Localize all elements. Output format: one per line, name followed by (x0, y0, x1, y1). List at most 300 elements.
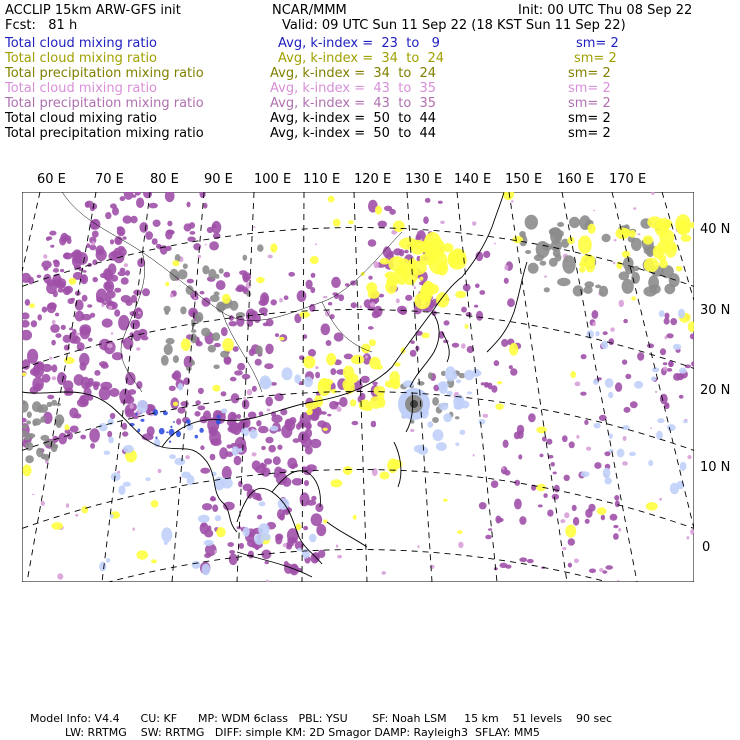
cloud-cell (511, 200, 514, 202)
cloud-cell (122, 423, 128, 430)
lon-label: 60 E (37, 172, 66, 187)
cloud-cell (156, 436, 158, 439)
cloud-cell (281, 424, 292, 438)
cloud-cell (331, 277, 341, 288)
cloud-cell (164, 344, 173, 355)
cloud-cell (118, 315, 129, 331)
cloud-cell (631, 296, 636, 300)
field-sm: sm= 2 (568, 66, 611, 81)
cloud-cell (181, 338, 191, 351)
cloud-cell (304, 480, 309, 486)
cloud-cell (222, 466, 232, 479)
cloud-cell (331, 389, 337, 394)
cloud-cell (351, 302, 357, 308)
cloud-cell (584, 420, 588, 425)
cloud-cell (138, 311, 141, 314)
cloud-cell (100, 273, 107, 278)
cloud-cell (219, 447, 228, 459)
cloud-cell (472, 221, 476, 226)
cloud-cell (310, 256, 319, 264)
cloud-cell (572, 505, 577, 511)
cloud-cell (501, 467, 504, 469)
cloud-cell (602, 234, 611, 242)
cloud-cell (564, 512, 569, 518)
cloud-cell (594, 462, 601, 469)
cloud-cell (599, 568, 603, 572)
cloud-cell (330, 314, 335, 319)
cloud-cell (309, 534, 317, 543)
cloud-cell (374, 261, 380, 268)
cloud-cell (455, 291, 466, 298)
cloud-cell (603, 468, 611, 478)
cloud-cell (605, 378, 614, 388)
cloud-cell (139, 222, 148, 233)
cloud-cell (25, 299, 30, 306)
cloud-cell (519, 557, 527, 562)
cloud-cell (514, 432, 520, 440)
cloud-cell (215, 274, 219, 279)
cloud-cell (209, 430, 221, 445)
cloud-cell (80, 362, 87, 371)
cloud-cell (156, 244, 161, 249)
cloud-cell (372, 382, 378, 386)
cloud-cell (562, 547, 566, 550)
cloud-cell (649, 284, 661, 294)
cloud-cell (328, 302, 332, 305)
field-avg: Avg, k-index = 34 to 24 (270, 66, 437, 81)
field-name: Total precipitation mixing ratio (5, 126, 204, 141)
cloud-cell (323, 519, 328, 523)
cloud-cell (465, 324, 469, 329)
cloud-cell (130, 320, 140, 330)
cloud-cell (39, 404, 48, 413)
cloud-cell (423, 216, 429, 224)
cloud-cell (542, 436, 547, 441)
cloud-cell (330, 368, 336, 375)
cloud-cell (565, 525, 576, 538)
cloud-cell (51, 340, 56, 346)
cloud-cell (414, 286, 416, 289)
cloud-cell (685, 365, 691, 369)
cloud-cell (222, 338, 234, 352)
cloud-cell (108, 437, 114, 444)
cloud-cell (399, 238, 418, 250)
cloud-cell (599, 286, 608, 297)
cloud-cell (652, 367, 659, 372)
cloud-cell (202, 297, 211, 306)
cloud-cell (614, 239, 617, 241)
cloud-cell (37, 314, 42, 320)
cloud-cell (495, 516, 501, 524)
cloud-cell (335, 402, 340, 405)
cloud-cell (102, 304, 105, 307)
field-name: Total cloud mixing ratio (5, 36, 158, 51)
cloud-cell (375, 365, 383, 370)
cloud-cell (54, 260, 60, 267)
cloud-cell (83, 270, 87, 273)
cloud-cell (624, 407, 631, 413)
cloud-cell (664, 284, 675, 295)
cloud-cell (169, 454, 176, 459)
cloud-cell (670, 483, 679, 495)
cloud-cell (223, 272, 230, 278)
cloud-cell (256, 277, 265, 283)
cloud-cell (342, 379, 351, 390)
cloud-cell (198, 255, 202, 258)
cloud-cell (169, 429, 175, 436)
cloud-cell (31, 320, 37, 327)
cloud-cell (214, 550, 217, 553)
cloud-cell (25, 442, 33, 451)
cloud-cell (145, 477, 150, 481)
cloud-cell (22, 424, 27, 429)
cloud-cell (200, 291, 205, 295)
cloud-cell (207, 227, 213, 233)
cloud-cell (525, 250, 531, 254)
cloud-cell (311, 273, 316, 278)
cloud-cell (679, 368, 687, 374)
cloud-cell (252, 460, 261, 470)
cloud-cell (519, 231, 526, 237)
cloud-cell (47, 395, 54, 400)
cloud-cell (437, 261, 449, 275)
cloud-cell (89, 428, 100, 442)
cloud-cell (41, 501, 45, 506)
cloud-cell (528, 263, 539, 274)
cloud-cell (679, 395, 684, 399)
cloud-cell (181, 401, 189, 407)
cloud-cell (114, 309, 120, 317)
cloud-cell (142, 288, 150, 296)
cloud-cell (40, 435, 49, 441)
cloud-cell (85, 201, 93, 208)
cloud-cell (538, 504, 543, 507)
cloud-cell (106, 285, 113, 289)
cloud-cell (461, 343, 466, 349)
field-name: Total cloud mixing ratio (5, 51, 158, 66)
cloud-cell (52, 364, 58, 372)
cloud-cell (687, 536, 690, 539)
cloud-cell (678, 309, 685, 319)
cloud-cell (615, 500, 620, 507)
cloud-cell (576, 435, 579, 439)
cloud-cell (476, 311, 483, 321)
cloud-cell (610, 514, 618, 521)
cloud-cell (230, 427, 236, 434)
cloud-cell (625, 374, 631, 379)
cloud-cell (579, 267, 585, 273)
cloud-cell (187, 279, 194, 284)
cloud-cell (164, 306, 171, 313)
cloud-cell (581, 471, 590, 477)
cloud-cell (298, 420, 306, 427)
cloud-cell (343, 366, 354, 380)
cloud-cell (90, 443, 95, 449)
cloud-cell (192, 561, 201, 569)
cloud-cell (92, 381, 101, 387)
cloud-cell (504, 470, 510, 476)
cloud-cell (593, 210, 595, 211)
cloud-cell (99, 299, 104, 303)
cloud-cell (368, 276, 372, 280)
cloud-cell (673, 344, 681, 350)
cloud-cell (474, 305, 478, 308)
cloud-cell (601, 515, 605, 521)
lat-label: 30 N (700, 303, 731, 318)
cloud-cell (169, 269, 178, 281)
cloud-cell (252, 386, 257, 392)
cloud-cell (564, 475, 570, 481)
cloud-cell (337, 555, 342, 559)
cloud-cell (49, 231, 56, 236)
cloud-cell (323, 296, 327, 299)
field-avg: Avg, k-index = 43 to 35 (270, 81, 437, 96)
cloud-cell (82, 295, 88, 302)
cloud-cell (62, 235, 71, 241)
cloud-cell (37, 275, 42, 278)
cloud-cell (234, 456, 242, 466)
cloud-cell (111, 275, 119, 282)
cloud-cell (149, 203, 158, 209)
cloud-cell (629, 452, 636, 456)
cloud-cell (268, 445, 276, 453)
cloud-cell (51, 522, 63, 530)
cloud-cell (615, 228, 629, 240)
cloud-cell (483, 251, 490, 258)
cloud-cell (659, 498, 662, 501)
cloud-cell (152, 238, 158, 245)
cloud-cell (98, 423, 107, 431)
cloud-cell (609, 449, 614, 452)
lat-label: 0 (702, 540, 711, 555)
lon-label: 130 E (405, 172, 443, 187)
cloud-cell (581, 354, 587, 359)
cloud-cell (378, 221, 387, 228)
field-name: Total cloud mixing ratio (5, 81, 158, 96)
cloud-cell (178, 269, 188, 279)
cloud-cell (210, 454, 216, 461)
cloud-cell (254, 534, 264, 545)
cloud-cell (644, 258, 659, 272)
cloud-cell (293, 438, 300, 443)
cloud-cell (106, 558, 110, 563)
cloud-cell (657, 418, 664, 423)
cloud-cell (248, 551, 254, 559)
cloud-cell (323, 428, 328, 431)
cloud-cell (200, 468, 210, 474)
lon-label: 80 E (150, 172, 179, 187)
cloud-cell (456, 379, 461, 383)
lon-label: 120 E (354, 172, 392, 187)
cloud-cell (212, 385, 220, 392)
cloud-cell (230, 377, 237, 382)
cloud-cell (28, 277, 34, 285)
cloud-cell (540, 454, 544, 458)
cloud-cell (145, 231, 153, 240)
cloud-cell (133, 528, 135, 531)
cloud-cell (165, 282, 169, 287)
cloud-cell (66, 503, 69, 508)
cloud-cell (430, 565, 435, 569)
cloud-cell (292, 478, 303, 486)
cloud-cell (604, 451, 610, 456)
cloud-cell (40, 416, 45, 423)
field-name: Total precipitation mixing ratio (5, 66, 204, 81)
cloud-cell (33, 421, 38, 426)
field-avg: Avg, k-index = 50 to 44 (270, 111, 437, 126)
field-sm: sm= 2 (568, 81, 611, 96)
cloud-cell (123, 445, 134, 453)
cloud-cell (573, 517, 579, 526)
cloud-cell (368, 326, 374, 330)
lon-label: 150 E (505, 172, 543, 187)
cloud-cell (190, 231, 196, 235)
cloud-cell (608, 392, 613, 399)
cloud-cell (327, 414, 331, 417)
cloud-cell (436, 442, 447, 451)
cloud-cell (174, 458, 185, 466)
lon-label: 160 E (557, 172, 595, 187)
cloud-cell (92, 259, 97, 265)
cloud-cell (42, 307, 47, 313)
cloud-cell (237, 363, 245, 371)
cloud-cell (338, 294, 344, 301)
cloud-cell (315, 243, 317, 245)
cloud-cell (227, 542, 234, 547)
cloud-cell (166, 338, 175, 345)
cloud-cell (613, 533, 619, 540)
model-info-line2: LW: RRTMG SW: RRTMG DIFF: simple KM: 2D Smagor DAMP: Rayleigh3 SFLAY: MM5 (30, 726, 540, 739)
cloud-cell (584, 286, 593, 294)
cloud-cell (34, 361, 44, 371)
cloud-cell (25, 455, 34, 463)
field-avg: Avg, k-index = 50 to 44 (270, 126, 437, 141)
cloud-cell (288, 272, 295, 277)
cloud-cell (629, 230, 636, 238)
field-avg: Avg, k-index = 43 to 35 (270, 96, 437, 111)
cloud-cell (494, 243, 496, 244)
cloud-cell (264, 458, 272, 464)
cloud-cell (87, 304, 92, 307)
cloud-cell (200, 445, 204, 450)
cloud-cell (509, 343, 518, 356)
map-title: ACCLIP 15km ARW-GFS init (5, 3, 181, 18)
cloud-cell (55, 333, 61, 338)
cloud-cell (420, 253, 440, 265)
cloud-cell (213, 365, 219, 370)
cloud-cell (310, 287, 315, 293)
lon-label: 90 E (204, 172, 233, 187)
cloud-cell (261, 446, 266, 450)
cloud-cell (161, 355, 169, 366)
cloud-cell (683, 420, 688, 423)
cloud-cell (102, 318, 113, 327)
cloud-cell (368, 290, 380, 299)
cloud-cell (580, 392, 586, 396)
cloud-cell (111, 332, 113, 335)
cloud-cell (110, 413, 116, 419)
cloud-cell (439, 403, 449, 411)
cloud-cell (361, 376, 370, 383)
cloud-cell (336, 545, 338, 548)
cloud-cell (592, 322, 595, 326)
cloud-cell (381, 571, 386, 575)
cloud-cell (585, 519, 590, 524)
cloud-cell (270, 426, 279, 432)
cloud-cell (71, 298, 75, 301)
cloud-cell (202, 503, 212, 510)
cloud-cell (43, 267, 48, 271)
cloud-cell (117, 226, 124, 231)
cloud-cell (137, 400, 148, 414)
cloud-cell (368, 239, 377, 247)
cloud-cell (450, 248, 466, 264)
cloud-cell (64, 424, 69, 430)
cloud-cell (667, 368, 673, 372)
cloud-cell (238, 481, 243, 487)
cloud-cell (261, 467, 271, 477)
field-sm: sm= 2 (576, 36, 619, 51)
cloud-cell (455, 416, 460, 419)
cloud-cell (243, 397, 245, 400)
cloud-cell (473, 454, 475, 457)
cloud-cell (604, 477, 612, 484)
cloud-cell (479, 290, 485, 295)
cloud-cell (239, 543, 244, 549)
cloud-cell (101, 363, 109, 369)
cloud-cell (75, 333, 80, 336)
organization-label: NCAR/MMM (272, 3, 347, 18)
cloud-cell (614, 495, 619, 501)
cloud-cell (339, 397, 347, 407)
cloud-cell (130, 216, 137, 224)
cloud-cell (282, 367, 293, 380)
cloud-cell (299, 311, 310, 318)
cloud-cell (52, 320, 56, 325)
cloud-cell (438, 381, 449, 389)
cloud-cell (221, 391, 227, 396)
cloud-cell (348, 220, 354, 224)
cloud-cell (478, 419, 485, 424)
cloud-cell (670, 318, 677, 325)
cloud-cell (318, 378, 332, 396)
cloud-cell (201, 524, 206, 527)
cloud-cell (527, 559, 534, 563)
cloud-cell (410, 429, 414, 432)
cloud-cell (666, 333, 673, 338)
cloud-cell (60, 269, 64, 272)
cloud-cell (575, 382, 581, 387)
cloud-cell (249, 349, 255, 356)
cloud-cell (399, 308, 407, 315)
cloud-cell (105, 212, 111, 219)
field-sm: sm= 2 (568, 111, 611, 126)
cloud-cell (589, 569, 596, 574)
lat-label: 10 N (700, 460, 731, 475)
cloud-cell (61, 325, 66, 330)
cloud-cell (482, 414, 488, 418)
cloud-cell (216, 527, 226, 537)
cloud-cell (279, 337, 285, 341)
cloud-cell (503, 440, 509, 448)
cloud-cell (63, 253, 73, 260)
cloud-cell (593, 423, 600, 429)
cloud-cell (677, 219, 690, 235)
cloud-cell (22, 372, 26, 376)
cloud-cell (183, 263, 188, 269)
cloud-cell (458, 542, 463, 548)
cloud-cell (153, 409, 158, 416)
